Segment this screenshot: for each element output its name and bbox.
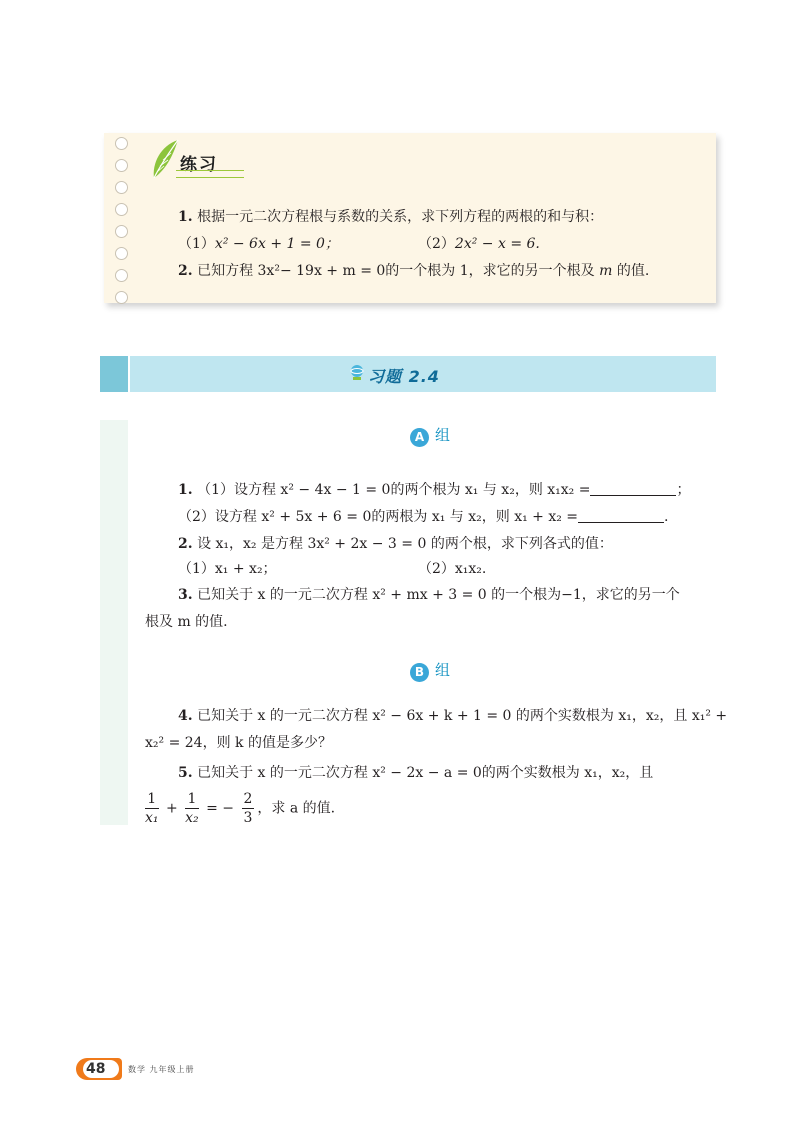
practice-item-2: 2. 已知方程 3x²− 19x + m = 0的一个根为 1，求它的另一个根及 m 的值. (178, 263, 650, 279)
question-1a: 1. （1）设方程 x² − 4x − 1 = 0的两个根为 x₁ 与 x₂，则 x₁x₂ = ； (178, 482, 691, 498)
exercise-title: 习题 2.4 (368, 367, 440, 386)
question-2: 2. 设 x₁，x₂ 是方程 3x² + 2x − 3 = 0 的两个根，求下列各式的值： (178, 536, 613, 552)
group-b-heading: B 组 (410, 659, 450, 682)
fraction-1: $\frac{1}{\text{x₁}}$ (145, 791, 159, 826)
practice-title: 练习 (180, 155, 218, 175)
question-2-sub-2: （2）x₁x₂. (418, 561, 487, 577)
exercise-side-stripe (100, 420, 128, 825)
question-5-line-2: $\frac{1}{\text{x₁}}$ + $\frac{1}{\text{x₂}}$ = − $\frac{2}{3}$ ，求 a 的值. (145, 791, 336, 826)
title-rule (176, 170, 244, 178)
question-4-line-1: 4. 已知关于 x 的一元二次方程 x² − 6x + k + 1 = 0 的两个实数根为 x₁，x₂，且 x₁² + (178, 708, 728, 724)
globe-icon (349, 364, 365, 382)
answer-blank[interactable] (578, 510, 664, 523)
question-3-line-2: 根及 m 的值. (145, 614, 228, 630)
group-b-badge: B (410, 663, 429, 682)
question-5-line-1: 5. 已知关于 x 的一元二次方程 x² − 2x − a = 0的两个实数根为 x₁，x₂，且 (178, 765, 654, 781)
binder-rings (115, 137, 135, 313)
practice-item-1: 1. 根据一元二次方程根与系数的关系，求下列方程的两根的和与积： (178, 209, 604, 225)
question-4-line-2: x₂² = 24，则 k 的值是多少？ (145, 735, 332, 751)
fraction-2: $\frac{1}{\text{x₂}}$ (185, 791, 199, 826)
exercise-header-block (100, 356, 130, 392)
question-3-line-1: 3. 已知关于 x 的一元二次方程 x² + mx + 3 = 0 的一个根为−1，求它的另一个 (178, 587, 680, 603)
group-a-heading: A 组 (410, 424, 450, 447)
answer-blank[interactable] (590, 483, 676, 496)
page-number: 48 (86, 1061, 106, 1077)
fraction-3: $\frac{2}{3}$ (243, 791, 253, 826)
group-a-badge: A (410, 428, 429, 447)
book-title: 数学 九年级上册 (128, 1065, 195, 1074)
question-1b: （2）设方程 x² + 5x + 6 = 0的两根为 x₁ 与 x₂，则 x₁ + x₂ = . (178, 509, 669, 525)
question-2-sub-1: （1）x₁ + x₂； (178, 561, 277, 577)
practice-item-1-sub-2: （2）2x² − x = 6. (418, 236, 540, 252)
practice-item-1-sub-1: （1）x² − 6x + 1 = 0； (178, 236, 339, 252)
